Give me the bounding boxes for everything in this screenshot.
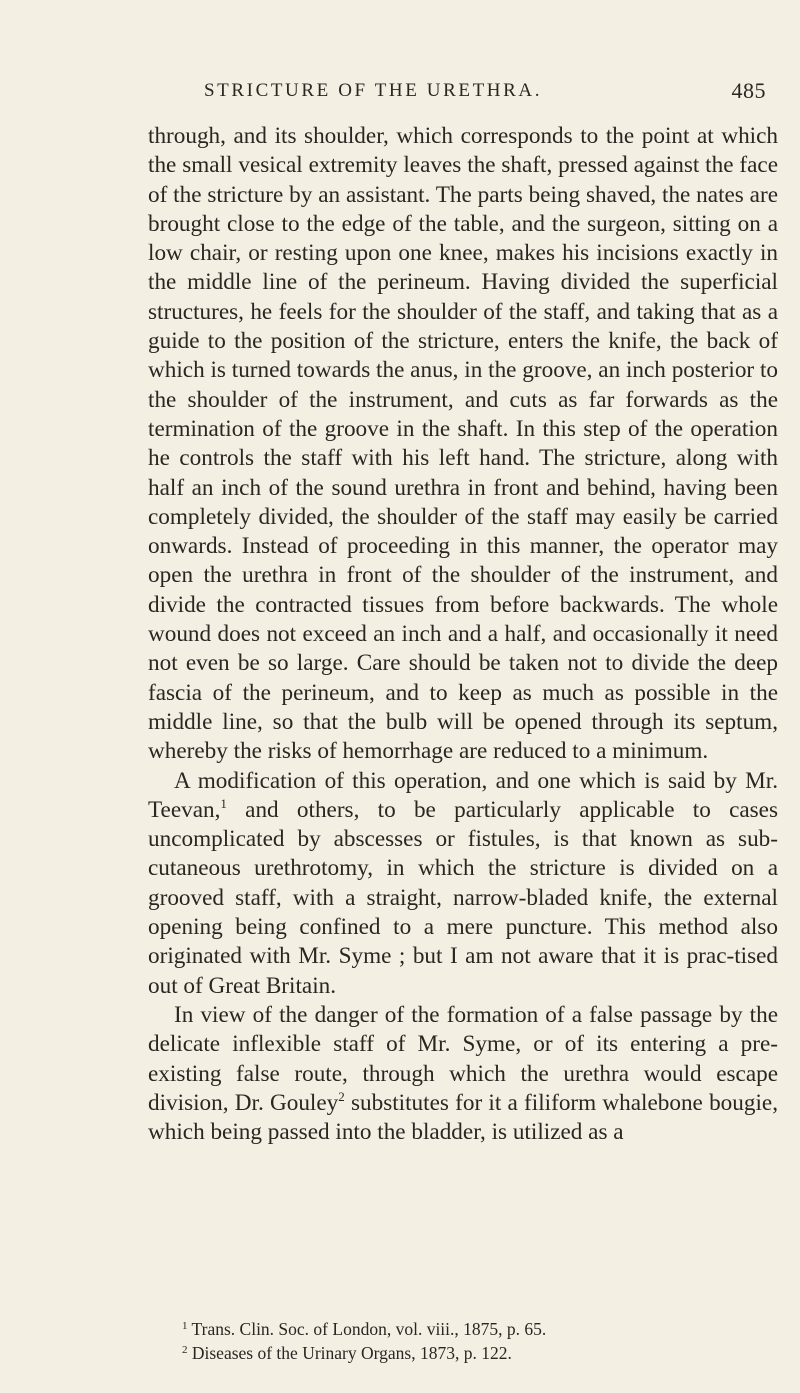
footnote-marker: 2	[182, 1344, 188, 1356]
running-head	[148, 80, 778, 110]
footnotes	[148, 1317, 778, 1365]
footnote-marker: 1	[182, 1320, 188, 1332]
footnote-ref-2: 2	[338, 1088, 345, 1104]
footnote-text: Diseases of the Urinary Organs, 1873, p. 122.	[187, 1343, 512, 1363]
footnote-ref-1: 1	[220, 795, 227, 811]
paragraph-text: substitutes for it a filiform whalebone bougie, which being passed into the bladder, is utilized as a	[148, 1089, 778, 1146]
paragraph-text: A modification of this operation, and one which is said by Mr. Teevan,	[148, 767, 778, 823]
paragraph-text: through, and its shoulder, which corresponds to the point at which the small vesical extremity leaves the shaft, pressed against the face of the stricture by an assistant. The parts being shaved, the nates are brought close to the edge of the table, and the surgeon, sitting on a low chair, or resting upon one knee, makes his incisions exactly in the middle line of the perineum. Having divided the superficial structures, he feels for the shoulder of the staff, and taking that as a guide to the position of the stricture, enters the knife, the back of which is turned towards the anus, in the groove, an inch posterior to the shoulder of the instrument, and cuts as far forwards as the termination of the groove in the shaft. In this step of the operation he controls the staff with his left hand. The stricture, along with half an inch of the sound urethra in front and behind, having been completely divided, the shoulder of the staff may easily be carried onwards. Instead of proceeding in this manner, the operator may open the urethra in front of the shoulder of the instrument, and divide the contracted tissues from before backwards. The whole wound does not exceed an inch and a half, and occasionally it need not even be so large. Care should be taken not to divide the deep fascia of the perineum, and to keep as much as possible in the middle line, so that the bulb will be opened through its septum, whereby the risks of hemorrhage are reduced to a minimum.	[148, 123, 778, 765]
body-text	[148, 122, 778, 1147]
footnote-2	[148, 1341, 778, 1365]
paragraph-text: In view of the danger of the formation of a false passage by the delicate inflexible staff of Mr. Syme, or of its entering a pre-existing false route, through which the urethra would escape division, Dr. Gouley	[148, 1001, 778, 1116]
footnote-1	[148, 1317, 778, 1341]
running-title: STRICTURE OF THE URETHRA.	[204, 80, 543, 101]
paragraph-continued	[148, 122, 778, 767]
footnote-text: Trans. Clin. Soc. of London, vol. viii., 1875, p. 65.	[187, 1319, 547, 1339]
paragraph-gouley-method	[148, 1001, 778, 1147]
paragraph-text: and others, to be particularly applicable to cases uncomplicated by abscesses or fistules, is that known as sub-cutaneous urethrotomy, in which the stricture is divided on a grooved staff, with a straight, narrow-bladed knife, the external opening being confined to a mere puncture. This method also originated with Mr. Syme ; but I am not aware that it is prac-tised out of Great Britain.	[148, 796, 778, 999]
paragraph-subcutaneous-urethrotomy	[148, 767, 778, 1001]
page-number: 485	[731, 78, 766, 103]
